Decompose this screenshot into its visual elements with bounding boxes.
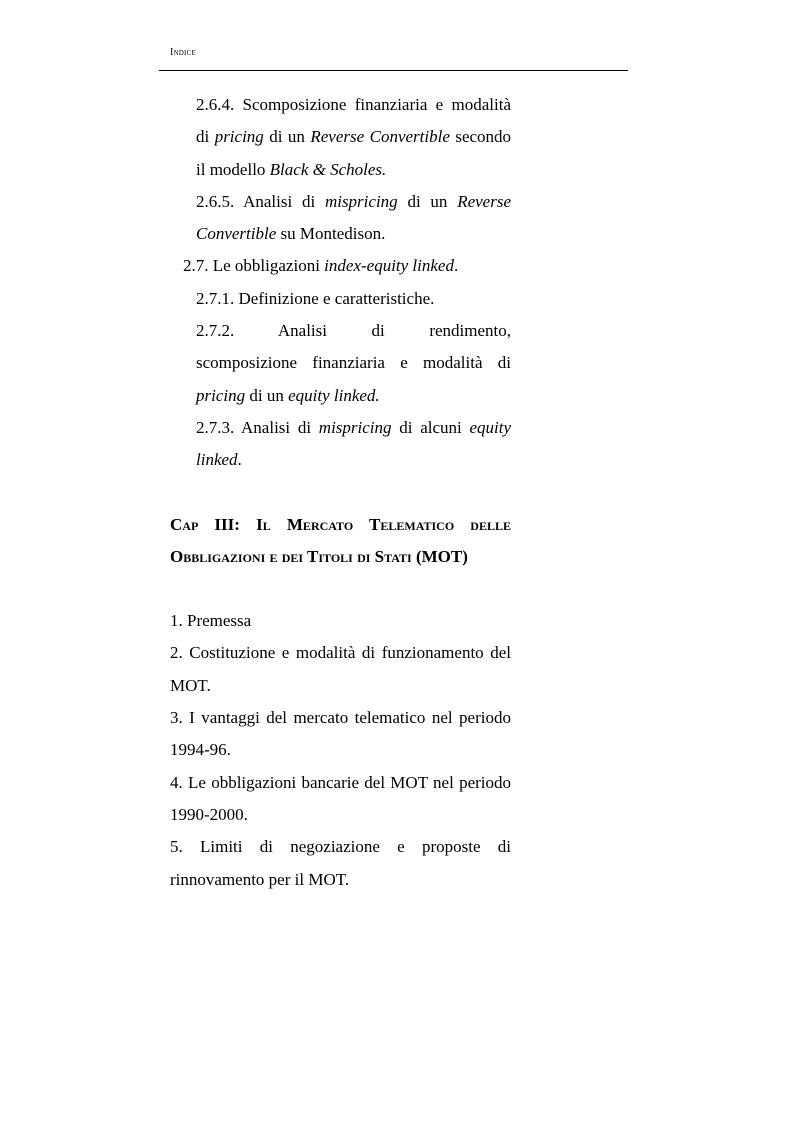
toc-entry-text: . — [237, 450, 242, 470]
toc-entry-text: scomposizione finanziaria e modalità di — [196, 353, 511, 373]
toc-entry-number: 2.6.5. — [196, 191, 235, 211]
toc-entry-2-7-1 — [196, 283, 511, 315]
toc-entry-text: Analisi di — [241, 417, 312, 437]
toc-entry-text: di un — [269, 127, 305, 147]
toc-entry-italic: equity linked. — [288, 385, 380, 405]
toc-entry-italic: mispricing — [324, 191, 398, 211]
toc-section-5: 5. Limiti di negoziazione e proposte di rinnovamento per il MOT. — [170, 837, 511, 889]
table-of-contents — [170, 89, 511, 896]
toc-entry-2-7 — [183, 250, 511, 282]
toc-entry-text: Le obbligazioni — [212, 256, 320, 276]
toc-section-4: 4. Le obbligazioni bancarie del MOT nel periodo 1990-2000. — [170, 772, 511, 824]
running-header: Indice — [170, 47, 196, 58]
toc-entry-number: 2.7.1. — [196, 288, 235, 308]
toc-entry-number: 2.7.3. — [196, 417, 235, 437]
toc-entry-text: . — [453, 256, 459, 276]
chapter-title: Cap III: Il Mercato Telematico delle Obbligazioni e dei Titoli di Stati (MOT) — [170, 514, 511, 566]
toc-entry-text: su Montedison. — [280, 224, 386, 244]
toc-entry-text: Analisi di — [243, 191, 316, 211]
toc-section-1: 1. Premessa — [170, 611, 252, 631]
toc-entry-italic: pricing — [196, 385, 246, 405]
toc-entry-text: secondo il modello — [196, 127, 512, 179]
toc-entry-italic: mispricing — [318, 417, 392, 437]
toc-entry-italic: Reverse Convertible — [196, 191, 511, 244]
toc-entry-italic: index-equity linked — [324, 256, 454, 276]
toc-entry-italic: Black & Scholes. — [269, 159, 387, 179]
toc-entry-number: 2.7.2. — [196, 321, 235, 341]
toc-entry-text: di un — [249, 385, 284, 405]
toc-entry-text: di un — [407, 191, 448, 211]
header-rule — [159, 70, 628, 71]
toc-entry-text: Definizione e caratteristiche. — [238, 288, 435, 308]
toc-entry-number: 2.7. — [183, 256, 209, 276]
toc-entry-2-6-5 — [196, 186, 511, 251]
toc-entry-2-6-4 — [196, 89, 511, 186]
toc-section-3: 3. I vantaggi del mercato telematico nel periodo 1994-96. — [170, 708, 511, 760]
toc-entry-text: Scomposizione finanziaria e modalità di — [196, 95, 512, 147]
toc-entry-italic: pricing — [214, 127, 264, 147]
toc-entry-italic: Reverse Convertible — [310, 127, 450, 147]
toc-entry-italic: equity linked — [196, 417, 511, 470]
toc-entry-first-line — [196, 315, 511, 347]
toc-entry-text: Analisi di rendimento, — [277, 321, 511, 341]
toc-section-2: 2. Costituzione e modalità di funzionamento del MOT. — [170, 643, 511, 695]
toc-entry-text: di alcuni — [399, 417, 462, 437]
toc-entry-number: 2.6.4. — [196, 95, 235, 114]
toc-entry-2-7-3 — [196, 412, 511, 477]
toc-entry-2-7-2 — [196, 315, 511, 412]
